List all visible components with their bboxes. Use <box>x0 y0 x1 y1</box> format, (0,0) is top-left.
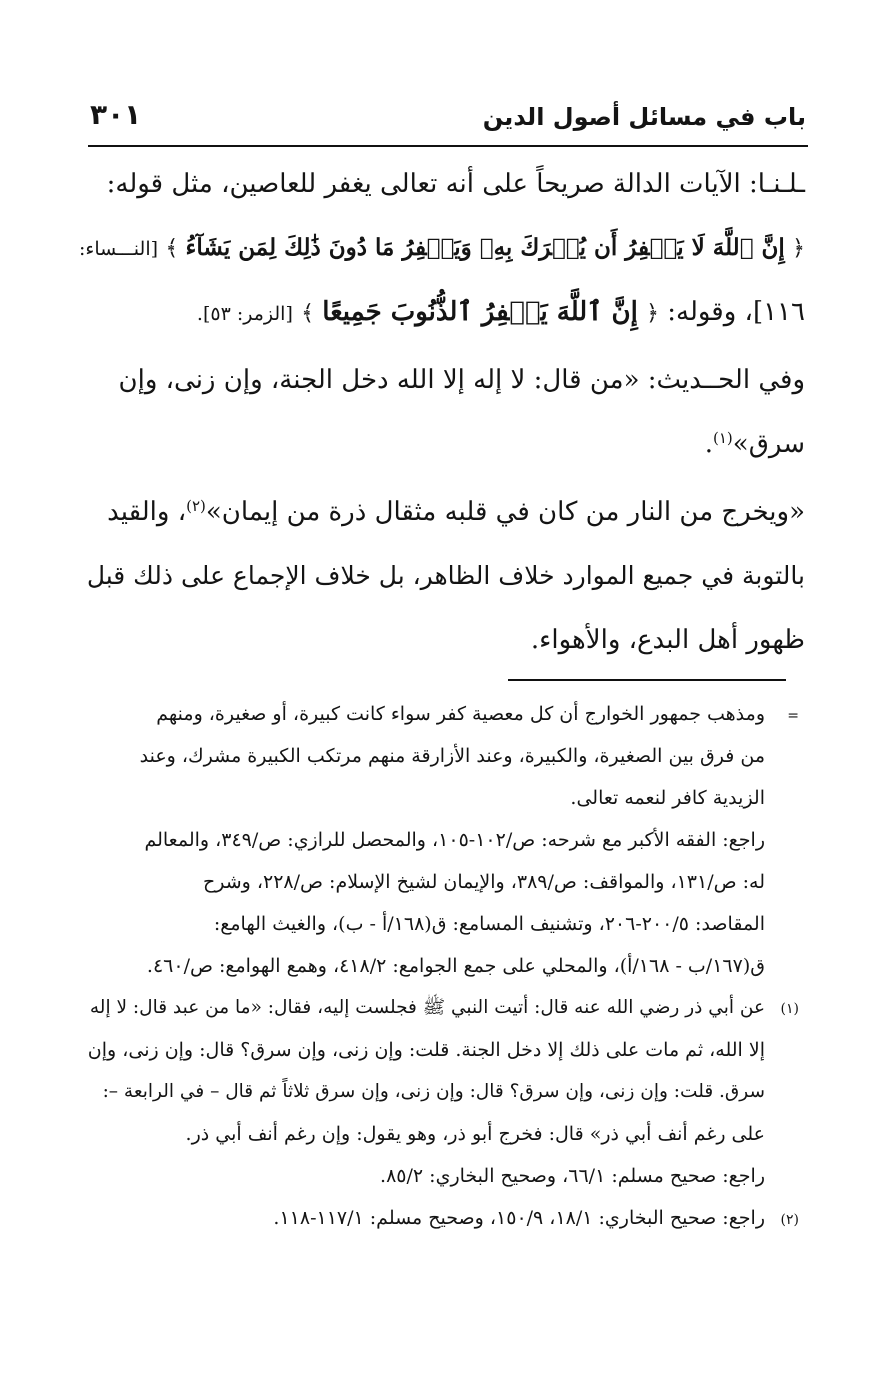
quran-verse: إِنَّ ٱللَّهَ لَا يَغۡفِرُ أَن يُشۡرَكَ بِهِۦ وَيَغۡفِرُ مَا دُونَ ذَٰلِكَ لِمَن يَشَآءُ <box>185 234 785 261</box>
footnote-marker-2: (٢) <box>780 1212 799 1228</box>
footnote-line: إلا الله، ثم مات على ذلك إلا دخل الجنة. قلت: وإن زنى، وإن سرق؟ قال: وإن زنى، وإن <box>87 1039 765 1061</box>
main-text <box>77 152 805 672</box>
footnote-separator <box>508 679 786 681</box>
quran-verse: إِنَّ ٱللَّهَ يَغۡفِرُ ٱلذُّنُوبَ جَمِيعًا <box>322 297 638 327</box>
footnote-line <box>89 1197 799 1239</box>
verse-open-ornament: ﴿ <box>646 301 659 326</box>
body-line: وفي الحــديث: «من قال: لا إله إلا الله دخل الجنة، وإن زنى، وإن <box>118 365 805 395</box>
footnote-ref-2: (٢) <box>186 497 206 515</box>
body-line <box>77 412 805 476</box>
verse-close-ornament: ﴾ <box>165 236 179 261</box>
verse-close-ornament: ﴾ <box>301 301 315 326</box>
body-line <box>77 480 805 544</box>
quran-verse-line <box>77 280 805 344</box>
body-text: ١١٦]، وقوله: <box>667 297 805 327</box>
header-rule <box>88 145 808 147</box>
running-header <box>90 98 806 140</box>
body-line: ظهور أهل البدع، والأهواء. <box>530 625 805 655</box>
body-line: بالتوبة في جميع الموارد خلاف الظاهر، بل خلاف الإجماع على ذلك قبل <box>86 561 805 590</box>
footnote-line: راجع: صحيح مسلم: ٦٦/١، وصحيح البخاري: ٨٥/٢. <box>380 1165 765 1187</box>
footnote-marker-1: (١) <box>780 1001 799 1017</box>
footnote-line <box>89 693 799 735</box>
footnote-line: راجع: الفقه الأكبر مع شرحه: ص/١٠٢-١٠٥، والمحصل للرازي: ص/٣٤٩، والمعالم <box>144 829 765 851</box>
body-text: ، والقيد <box>107 497 187 527</box>
footnote-line: من فرق بين الصغيرة، والكبيرة، وعند الأزارقة منهم مرتكب الكبيرة مشرك، وعند <box>139 745 765 767</box>
quran-verse-line <box>77 216 805 280</box>
body-line: ـلـنـا: الآيات الدالة صريحاً على أنه تعالى يغفر للعاصين، مثل قوله: <box>106 169 805 199</box>
page-number: ٣٠١ <box>90 98 142 131</box>
footnote-line: الزيدية كافر لنعمه تعالى. <box>570 787 765 809</box>
footnote-line: المقاصد: ٢٠٠/٥-٢٠٦، وتشنيف المسامع: ق(١٦٨/أ - ب)، والغيث الهامع: <box>213 913 765 935</box>
verse-open-ornament: ﴿ <box>792 236 805 261</box>
continuation-marker: = <box>787 708 799 724</box>
body-text: . <box>704 429 713 459</box>
footnote-ref-1: (١) <box>713 429 733 447</box>
footnote-text: ومذهب جمهور الخوارج أن كل معصية كفر سواء كانت كبيرة، أو صغيرة، ومنهم <box>156 703 765 725</box>
body-text: سرق» <box>732 429 805 459</box>
footnote-line: على رغم أنف أبي ذر» قال: فخرج أبو ذر، وهو يقول: وإن رغم أنف أبي ذر. <box>185 1123 765 1145</box>
footnotes <box>89 693 799 1239</box>
body-text: «ويخرج من النار من كان في قلبه مثقال ذرة من إيمان» <box>205 497 805 527</box>
verse-reference: [النـــساء: <box>79 238 159 260</box>
footnote-text: عن أبي ذر رضي الله عنه قال: أتيت النبي ﷺ فجلست إليه، فقال: «ما من عبد قال: لا إله <box>89 997 765 1018</box>
footnote-line: ق(١٦٧/ب - ١٦٨/أ)، والمحلي على جمع الجوامع: ٤١٨/٢، وهمع الهوامع: ص/٤٦٠. <box>146 955 765 977</box>
footnote-line <box>89 987 799 1029</box>
footnote-text: راجع: صحيح البخاري: ١٨/١، ١٥٠/٩، وصحيح مسلم: ١١٧/١-١١٨. <box>273 1207 765 1229</box>
footnote-line: له: ص/١٣١، والمواقف: ص/٣٨٩، والإيمان لشيخ الإسلام: ص/٢٢٨، وشرح <box>203 871 765 893</box>
footnote-line: سرق. قلت: وإن زنى، وإن سرق؟ قال: وإن زنى، وإن سرق ثلاثاً ثم قال – في الرابعة –: <box>102 1081 765 1102</box>
verse-reference: [الزمر: ٥٣]. <box>196 303 293 325</box>
chapter-title: باب في مسائل أصول الدين <box>482 103 806 131</box>
